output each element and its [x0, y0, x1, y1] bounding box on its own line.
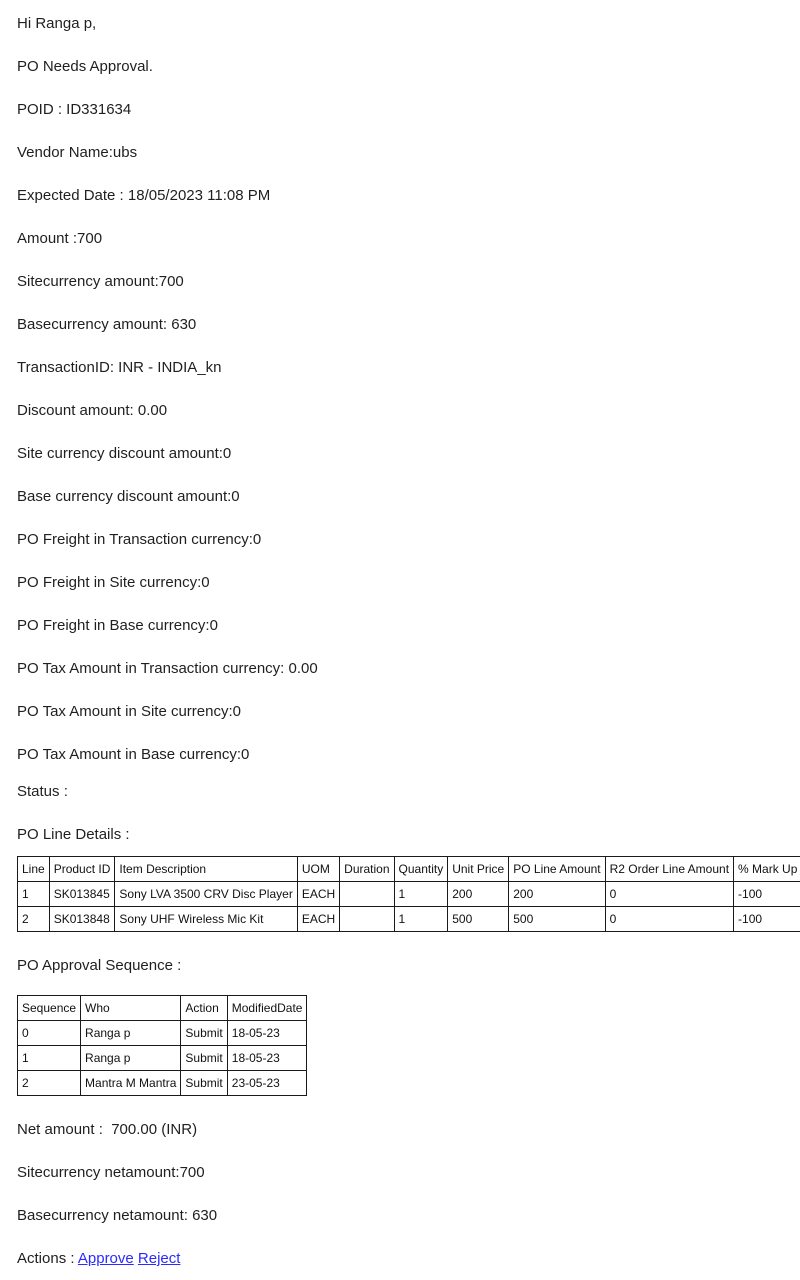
- cell-product-id: SK013848: [49, 907, 115, 932]
- cell-sequence: 2: [18, 1071, 81, 1096]
- header-duration: Duration: [340, 857, 394, 882]
- cell-modified-date: 18-05-23: [227, 1021, 307, 1046]
- amount-line: Amount :700: [17, 230, 103, 247]
- cell-product-id: SK013845: [49, 882, 115, 907]
- table-row: [18, 1021, 307, 1046]
- cell-uom: EACH: [297, 882, 339, 907]
- cell-r2-order-line-amount: 0: [605, 907, 733, 932]
- cell-action: Submit: [181, 1021, 227, 1046]
- header-po-line-amount: PO Line Amount: [509, 857, 605, 882]
- greeting: Hi Ranga p,: [17, 15, 97, 32]
- header-line: Line: [18, 857, 50, 882]
- cell-item-description: Sony UHF Wireless Mic Kit: [115, 907, 297, 932]
- expected-date-line: Expected Date : 18/05/2023 11:08 PM: [17, 187, 271, 204]
- cell-r2-order-line-amount: 0: [605, 882, 733, 907]
- po-line-details-heading: PO Line Details :: [17, 826, 130, 843]
- cell-duration: [340, 882, 394, 907]
- basecurrency-netamount-line: Basecurrency netamount: 630: [17, 1207, 218, 1224]
- header-quantity: Quantity: [394, 857, 448, 882]
- po-line-header-row: [18, 857, 800, 882]
- cell-item-description: Sony LVA 3500 CRV Disc Player: [115, 882, 297, 907]
- cell-line: 1: [18, 882, 50, 907]
- transaction-id-line: TransactionID: INR - INDIA_kn: [17, 359, 222, 376]
- po-line-details-table: [17, 856, 800, 932]
- freight-site-line: PO Freight in Site currency:0: [17, 574, 210, 591]
- header-r2-order-line-amount: R2 Order Line Amount: [605, 857, 733, 882]
- cell-unit-price: 200: [448, 882, 509, 907]
- cell-sequence: 1: [18, 1046, 81, 1071]
- table-row: [18, 907, 800, 932]
- header-item-description: Item Description: [115, 857, 297, 882]
- cell-who: Mantra M Mantra: [81, 1071, 181, 1096]
- cell-quantity: 1: [394, 882, 448, 907]
- header-action: Action: [181, 996, 227, 1021]
- site-discount-line: Site currency discount amount:0: [17, 445, 232, 462]
- tax-base-line: PO Tax Amount in Base currency:0: [17, 746, 250, 763]
- approval-header-row: [18, 996, 307, 1021]
- base-discount-line: Base currency discount amount:0: [17, 488, 240, 505]
- header-uom: UOM: [297, 857, 339, 882]
- cell-modified-date: 18-05-23: [227, 1046, 307, 1071]
- po-approval-sequence-heading: PO Approval Sequence :: [17, 957, 182, 974]
- cell-unit-price: 500: [448, 907, 509, 932]
- tax-transaction-line: PO Tax Amount in Transaction currency: 0.00: [17, 660, 318, 677]
- header-modified-date: ModifiedDate: [227, 996, 307, 1021]
- header-mark-up: % Mark Up: [734, 857, 800, 882]
- cell-uom: EACH: [297, 907, 339, 932]
- vendor-name-line: Vendor Name:ubs: [17, 144, 138, 161]
- basecurrency-amount-line: Basecurrency amount: 630: [17, 316, 197, 333]
- cell-who: Ranga p: [81, 1021, 181, 1046]
- reject-link[interactable]: Reject: [137, 1250, 181, 1267]
- po-approval-sequence-table: [17, 995, 307, 1096]
- net-amount-line: Net amount : 700.00 (INR): [17, 1121, 198, 1138]
- approval-notice: PO Needs Approval.: [17, 58, 153, 75]
- table-row: [18, 1071, 307, 1096]
- poid-line: POID : ID331634: [17, 101, 132, 118]
- status-line: Status :: [17, 783, 68, 800]
- table-row: [18, 1046, 307, 1071]
- sitecurrency-netamount-line: Sitecurrency netamount:700: [17, 1164, 205, 1181]
- header-unit-price: Unit Price: [448, 857, 509, 882]
- cell-po-line-amount: 500: [509, 907, 605, 932]
- discount-amount-line: Discount amount: 0.00: [17, 402, 168, 419]
- cell-sequence: 0: [18, 1021, 81, 1046]
- cell-mark-up: -100: [734, 907, 800, 932]
- cell-who: Ranga p: [81, 1046, 181, 1071]
- freight-base-line: PO Freight in Base currency:0: [17, 617, 218, 634]
- header-sequence: Sequence: [18, 996, 81, 1021]
- cell-mark-up: -100: [734, 882, 800, 907]
- cell-modified-date: 23-05-23: [227, 1071, 307, 1096]
- approve-link[interactable]: Approve: [77, 1250, 134, 1267]
- cell-quantity: 1: [394, 907, 448, 932]
- table-row: [18, 882, 800, 907]
- cell-po-line-amount: 200: [509, 882, 605, 907]
- cell-duration: [340, 907, 394, 932]
- cell-line: 2: [18, 907, 50, 932]
- tax-site-line: PO Tax Amount in Site currency:0: [17, 703, 241, 720]
- freight-transaction-line: PO Freight in Transaction currency:0: [17, 531, 262, 548]
- actions-line: [17, 1249, 783, 1268]
- cell-action: Submit: [181, 1046, 227, 1071]
- cell-action: Submit: [181, 1071, 227, 1096]
- sitecurrency-amount-line: Sitecurrency amount:700: [17, 273, 184, 290]
- header-product-id: Product ID: [49, 857, 115, 882]
- actions-label: Actions :: [17, 1250, 75, 1267]
- header-who: Who: [81, 996, 181, 1021]
